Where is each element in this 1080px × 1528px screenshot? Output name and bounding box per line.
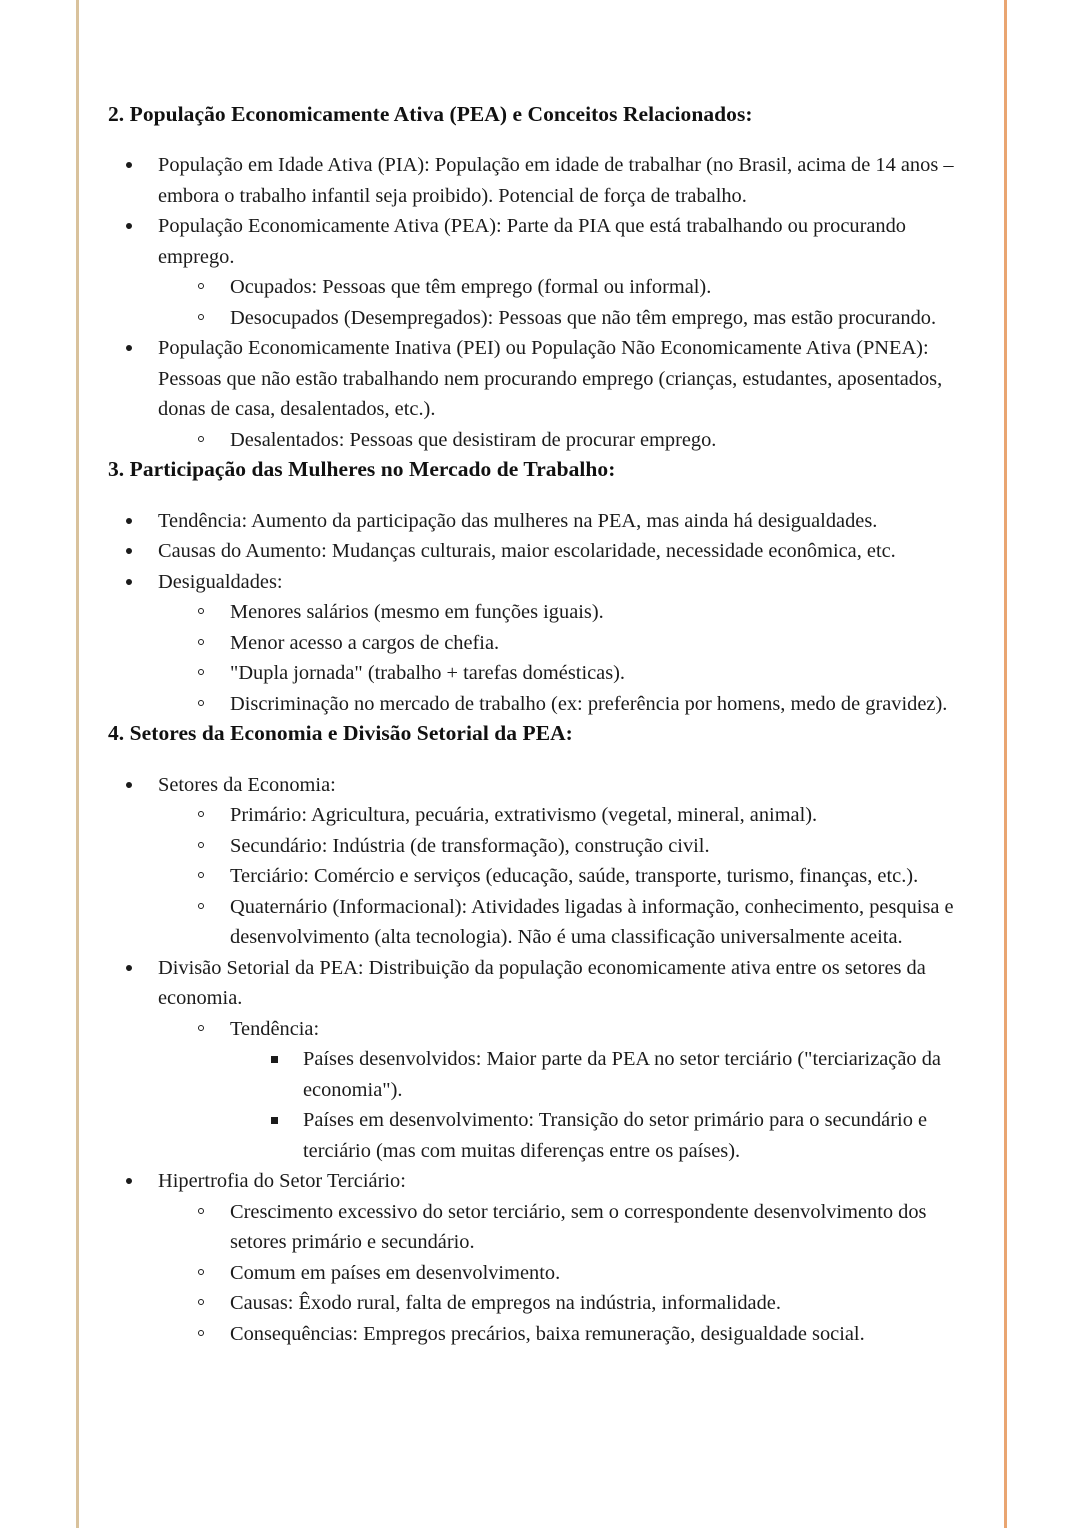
list-item-text: Hipertrofia do Setor Terciário: <box>158 1170 406 1193</box>
list-item-text: Menor acesso a cargos de chefia. <box>230 631 500 654</box>
list-item-text: População Economicamente Inativa (PEI) ou População Não Economicamente Ativa (PNEA): Pessoas que não estão trabalhando nem procurando emprego (crianças, estudantes, aposentados, donas de casa, desalentados, etc.). <box>158 337 943 421</box>
list-item <box>268 1044 976 1105</box>
list-item <box>195 1258 976 1289</box>
list-item <box>123 333 976 455</box>
bullet-list-level-2 <box>195 597 976 719</box>
list-item-text: Primário: Agricultura, pecuária, extrativismo (vegetal, mineral, animal). <box>230 804 818 827</box>
bullet-list-level-1 <box>108 150 976 455</box>
list-item-text: Terciário: Comércio e serviços (educação, saúde, transporte, turismo, finanças, etc.). <box>230 865 919 888</box>
list-item <box>195 689 976 720</box>
list-item-text: Desigualdades: <box>158 570 283 593</box>
list-item <box>123 1166 976 1349</box>
list-item-text: Secundário: Indústria (de transformação), construção civil. <box>230 834 710 857</box>
bullet-list-level-2 <box>195 1014 976 1167</box>
list-item <box>195 628 976 659</box>
list-item-text: Discriminação no mercado de trabalho (ex: preferência por homens, medo de gravidez). <box>230 692 948 715</box>
section-heading: 4. Setores da Economia e Divisão Setorial da PEA: <box>108 721 573 746</box>
list-item-text: Quaternário (Informacional): Atividades ligadas à informação, conhecimento, pesquisa e desenvolvimento (alta tecnologia). Não é uma classificação universalmente aceita. <box>230 895 954 949</box>
list-item <box>195 1014 976 1167</box>
document-content <box>108 0 976 1349</box>
bullet-list-level-2 <box>195 272 976 333</box>
list-item-text: Causas do Aumento: Mudanças culturais, maior escolaridade, necessidade econômica, etc. <box>158 540 896 563</box>
list-item <box>195 800 976 831</box>
list-item <box>268 1105 976 1166</box>
list-item-text: Ocupados: Pessoas que têm emprego (formal ou informal). <box>230 276 712 299</box>
list-item <box>123 536 976 567</box>
list-item-text: Países em desenvolvimento: Transição do setor primário para o secundário e terciário (mas com muitas diferenças entre os países). <box>303 1109 928 1162</box>
list-item <box>123 211 976 333</box>
list-item <box>123 953 976 1167</box>
list-item-text: Tendência: <box>230 1017 320 1040</box>
document-section <box>108 100 976 455</box>
document-section <box>108 455 976 719</box>
list-item <box>195 1288 976 1319</box>
list-item-text: "Dupla jornada" (trabalho + tarefas domésticas). <box>230 662 626 685</box>
list-item <box>195 892 976 953</box>
list-item-text: Países desenvolvidos: Maior parte da PEA no setor terciário ("terciarização da economia"). <box>303 1048 941 1101</box>
list-item <box>123 506 976 537</box>
bullet-list-level-2 <box>195 425 976 456</box>
list-item <box>195 861 976 892</box>
list-item-text: Setores da Economia: <box>158 773 336 796</box>
list-item-text: Divisão Setorial da PEA: Distribuição da população economicamente ativa entre os setores da economia. <box>158 956 926 1010</box>
list-item <box>195 425 976 456</box>
list-item-text: Comum em países em desenvolvimento. <box>230 1261 561 1284</box>
page-left-rule <box>76 0 79 1528</box>
list-item-text: População em Idade Ativa (PIA): População em idade de trabalhar (no Brasil, acima de 14 anos – embora o trabalho infantil seja proibido). Potencial de força de trabalho. <box>158 154 954 207</box>
list-item <box>195 1319 976 1350</box>
bullet-list-level-3 <box>268 1044 976 1166</box>
section-heading: 3. Participação das Mulheres no Mercado de Trabalho: <box>108 457 616 482</box>
list-item-text: Consequências: Empregos precários, baixa remuneração, desigualdade social. <box>230 1322 865 1345</box>
document-section <box>108 719 976 1349</box>
page-right-rule <box>1004 0 1007 1528</box>
list-item-text: Tendência: Aumento da participação das mulheres na PEA, mas ainda há desigualdades. <box>158 509 878 532</box>
list-item-text: Desocupados (Desempregados): Pessoas que não têm emprego, mas estão procurando. <box>230 306 937 329</box>
bullet-list-level-1 <box>108 770 976 1350</box>
list-item <box>123 150 976 211</box>
bullet-list-level-2 <box>195 800 976 953</box>
list-item-text: População Economicamente Ativa (PEA): Parte da PIA que está trabalhando ou procurando emprego. <box>158 215 907 268</box>
bullet-list-level-2 <box>195 1197 976 1350</box>
list-item <box>123 567 976 720</box>
list-item <box>123 770 976 953</box>
list-item-text: Causas: Êxodo rural, falta de empregos na indústria, informalidade. <box>230 1292 781 1315</box>
list-item <box>195 658 976 689</box>
list-item-text: Desalentados: Pessoas que desistiram de procurar emprego. <box>230 428 717 451</box>
list-item-text: Menores salários (mesmo em funções iguais). <box>230 601 604 624</box>
list-item <box>195 831 976 862</box>
bullet-list-level-1 <box>108 506 976 720</box>
list-item <box>195 1197 976 1258</box>
list-item-text: Crescimento excessivo do setor terciário, sem o correspondente desenvolvimento dos setores primário e secundário. <box>230 1200 927 1254</box>
list-item <box>195 597 976 628</box>
list-item <box>195 272 976 303</box>
section-heading: 2. População Economicamente Ativa (PEA) e Conceitos Relacionados: <box>108 102 753 126</box>
list-item <box>195 303 976 334</box>
